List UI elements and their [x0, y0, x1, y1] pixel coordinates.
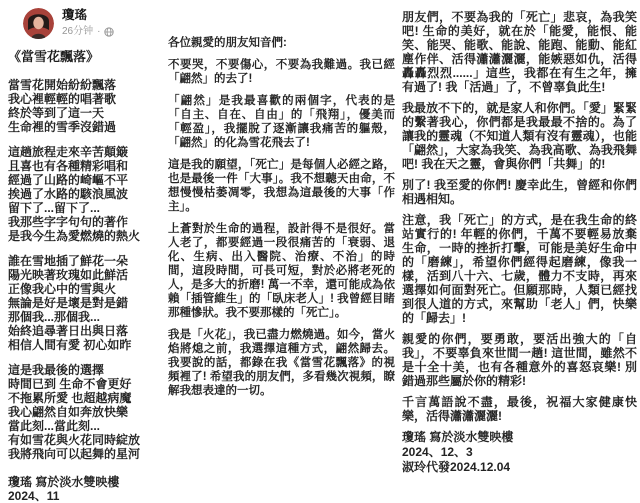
poem-line: 當雪花開始紛紛飄落: [8, 78, 117, 92]
letter-paragraph: 「翩然」是我最喜歡的兩個字，代表的是「自主、自在、自由」的「飛翔」，優美而「輕盈」，我擺脫了逐漸讓我痛苦的軀殼，「翩然」的化為雪花飛去了!: [168, 95, 395, 149]
letter-column-3: [402, 10, 637, 475]
poem-line: 始終追尋著日出與日落: [8, 324, 129, 338]
poem-line: 當此刻...當此刻...: [8, 419, 101, 433]
poem-line: 且喜也有各種精彩唱和: [8, 159, 129, 173]
poem-column: [8, 46, 166, 503]
letter-paragraph: 我是「火花」，我已盡力燃燒過。如今，當火焰將熄之前，我選擇這種方式，翩然歸去。我要說的話，都錄在我《當雪花飄落》的視頻裡了! 希望我的朋友們，多看幾次視頻，瞭解我想表達的一切。: [168, 329, 395, 397]
letter-paragraph: 這是我的願望，「死亡」是每個人必經之路，也是最後一件「大事」。我不想聽天由命，不想慢慢枯萎凋零，我想為這最後的大事「作主」。: [168, 159, 395, 213]
poem-line: 是我今生為愛燃燒的熱火: [8, 229, 141, 243]
poem-line: 有如雪花與火花同時綻放: [8, 433, 141, 447]
poem-line: 我將飛向可以起舞的星河: [8, 447, 141, 461]
letter-paragraph: 別了! 我至愛的你們! 慶幸此生，曾經和你們相遇相知。: [402, 178, 637, 206]
poem-line: 挨過了水路的駭浪風波: [8, 187, 129, 201]
poem-line: 留下了...留下了...: [8, 201, 101, 215]
post-header: [23, 8, 114, 39]
poem-line: 那個我...那個我...: [8, 310, 101, 324]
poem-stanza: [8, 254, 166, 352]
avatar[interactable]: [23, 8, 54, 39]
letter-signature-line: 淑玲代發2024.12.04: [402, 460, 511, 474]
letter-signature-line: 瓊瑤 寫於淡水雙映樓: [402, 430, 514, 444]
letter-paragraphs-3: [402, 10, 637, 423]
avatar-image: [23, 8, 54, 39]
poem-signature-line: 瓊瑤 寫於淡水雙映樓: [8, 475, 120, 489]
meta-separator: ·: [97, 26, 101, 37]
letter-paragraph: 各位親愛的朋友知音們:: [168, 37, 287, 49]
poem-stanza: [8, 145, 166, 243]
post-meta-row: [62, 26, 114, 37]
poem-line: 無論是好是壞是對是錯: [8, 296, 129, 310]
poem-line: 這趟旅程走來辛苦顛簸: [8, 145, 129, 159]
author-name[interactable]: 瓊瑤: [62, 8, 88, 22]
poem-stanza: [8, 363, 166, 461]
globe-icon: [104, 27, 114, 37]
letter-column-2: [168, 36, 395, 406]
letter-paragraph: 上蒼對於生命的過程，設計得不是很好。當人老了，都要經過一段很痛苦的「衰弱、退化、生病、出入醫院、治療、不治」的時間，這段時間，可長可短，對於必將老死的人，是多大的折磨! 萬一不幸，還可能成為依賴「插管維生」的「臥床老人」! 我曾經目睹那種慘狀。我不要那樣的「死亡」。: [168, 223, 395, 319]
header-meta: [62, 8, 114, 37]
letter-paragraph: 朋友們，不要為我的「死亡」悲哀，為我笑吧! 生命的美好，就在於「能愛，能恨、能笑、能哭、能歌、能說、能跑、能動、能紅塵作伴、活得瀟瀟灑灑，能嫉惡如仇，活得轟轟烈烈......」這些，我都在有生之年，擁有過了! 我「活過」了，不曾辜負此生!: [402, 10, 637, 94]
poem-line: 相信人間有愛 初心如昨: [8, 338, 132, 352]
poem-title: 《當雪花飄落》: [8, 49, 100, 64]
poem-line: 生命裡的雪季沒錯過: [8, 120, 117, 134]
poem-signature-line: 2024、11: [8, 489, 60, 503]
letter-signature: [402, 430, 637, 475]
poem-line: 經過了山路的崎嶇不平: [8, 173, 129, 187]
letter-paragraph: 千言萬語說不盡，最後，祝福大家健康快樂，活得瀟瀟灑灑!: [402, 395, 637, 423]
letter-paragraph: 親愛的你們，要勇敢，要活出強大的「自我」，不要辜負來世間一趟! 這世間，雖然不是十全十美，也有各種意外的喜怒哀樂! 別錯過那些屬於你的精彩!: [402, 332, 637, 388]
poem-signature: [8, 475, 166, 503]
post-timestamp[interactable]: 26分钟: [62, 26, 94, 37]
poem-line: 這是我最後的選擇: [8, 363, 105, 377]
poem-stanzas: [8, 78, 166, 461]
letter-paragraph: 我最放不下的，就是家人和你們。「愛」緊緊的繫著我心，你們都是我最最不捨的。為了讓我的靈魂（不知道人類有沒有靈魂），也能「翩然」，大家為我笑、為我高歌、為我飛舞吧! 我在天之靈，會與你們「共舞」的!: [402, 101, 637, 171]
poem-line: 誰在雪地插了鮮花一朵: [8, 254, 129, 268]
poem-line: 我那些字字句句的著作: [8, 215, 129, 229]
poem-line: 我心裡輕輕的唱著歌: [8, 92, 117, 106]
poem-line: 正像我心中的雪與火: [8, 282, 117, 296]
poem-line: 終於等到了這一天: [8, 106, 105, 120]
poem-line: 不拖累所愛 也超越病魔: [8, 391, 132, 405]
poem-line: 我心翩然自如奔放快樂: [8, 405, 129, 419]
letter-paragraph: 注意，我「死亡」的方式，是在我生命的終站實行的! 年輕的你們，千萬不要輕易放棄生命，一時的挫折打擊，可能是美好生命中的「磨練」，希望你們經得起磨練，像我一樣，活到八十六、七歲，體力不支時，再來選擇如何面對死亡。但願那時，人類已經找到很人道的方式，來幫助「老人」們，快樂的「歸去」!: [402, 213, 637, 325]
poem-stanza: [8, 78, 166, 134]
poem-line: 陽光映著玫瑰如此鮮活: [8, 268, 129, 282]
letter-paragraph: 不要哭，不要傷心，不要為我難過。我已經「翩然」的去了!: [168, 59, 395, 85]
poem-line: 時間已到 生命不會更好: [8, 377, 132, 391]
letter-signature-line: 2024、12、3: [402, 445, 473, 459]
